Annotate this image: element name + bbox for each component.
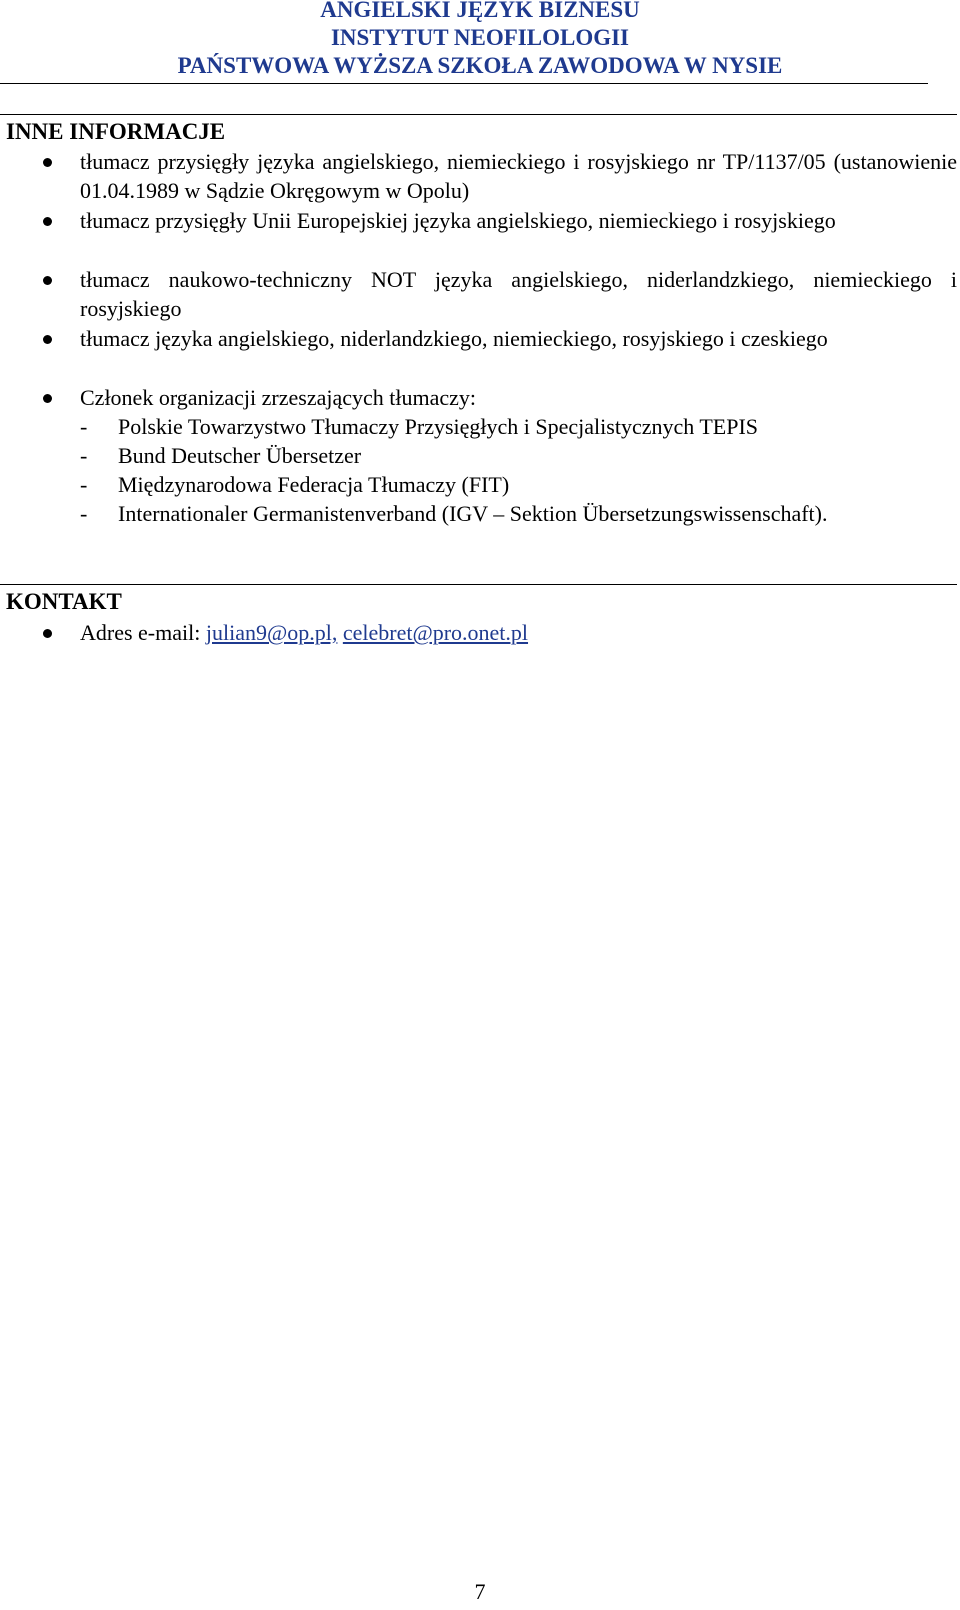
other-info-divider — [0, 114, 957, 115]
dash-marker: - — [80, 443, 88, 468]
bullet-icon — [43, 629, 52, 638]
dash-marker: - — [80, 472, 88, 497]
other-info-heading: INNE INFORMACJE — [6, 119, 226, 144]
dash-marker: - — [80, 501, 88, 526]
organization-name: Międzynarodowa Federacja Tłumaczy (FIT) — [118, 472, 510, 497]
email-link-2[interactable]: celebret@pro.onet.pl — [342, 620, 529, 645]
bullet-icon — [43, 394, 52, 403]
organization-name: Polskie Towarzystwo Tłumaczy Przysięgłych i Specjalistycznych TEPIS — [118, 414, 759, 439]
header-school-name: PAŃSTWOWA WYŻSZA SZKOŁA ZAWODOWA W NYSIE — [177, 53, 783, 78]
email-link-1[interactable]: julian9@op.pl, — [205, 620, 338, 645]
email-label: Adres e-mail: — [80, 620, 201, 645]
list-item-text: Członek organizacji zrzeszających tłumaczy: — [80, 385, 476, 410]
contact-email-line — [80, 618, 957, 647]
contact-divider — [0, 584, 957, 585]
list-item-text: tłumacz naukowo-techniczny NOT języka angielskiego, niderlandzkiego, niemieckiego i rosyjskiego — [80, 267, 957, 321]
organization-name: Bund Deutscher Übersetzer — [118, 443, 362, 468]
dash-marker: - — [80, 414, 88, 439]
list-item-text: tłumacz języka angielskiego, niderlandzkiego, niemieckiego, rosyjskiego i czeskiego — [80, 326, 828, 351]
organization-name: Internationaler Germanistenverband (IGV – Sektion Übersetzungswissenschaft). — [118, 501, 828, 526]
bullet-icon — [43, 335, 52, 344]
header-divider — [0, 83, 928, 84]
bullet-icon — [43, 217, 52, 226]
contact-heading: KONTAKT — [6, 589, 122, 614]
header-course-title: ANGIELSKI JĘZYK BIZNESU — [320, 0, 640, 22]
list-item-text: tłumacz przysięgły Unii Europejskiej języka angielskiego, niemieckiego i rosyjskiego — [80, 208, 836, 233]
list-item-text: tłumacz przysięgły języka angielskiego, niemieckiego i rosyjskiego nr TP/1137/05 (ustanowienie 01.04.1989 w Sądzie Okręgowym w Opolu) — [80, 149, 957, 203]
header-institute-name: INSTYTUT NEOFILOLOGII — [330, 25, 630, 50]
bullet-icon — [43, 276, 52, 285]
bullet-icon — [43, 158, 52, 167]
page-number: 7 — [474, 1579, 486, 1604]
